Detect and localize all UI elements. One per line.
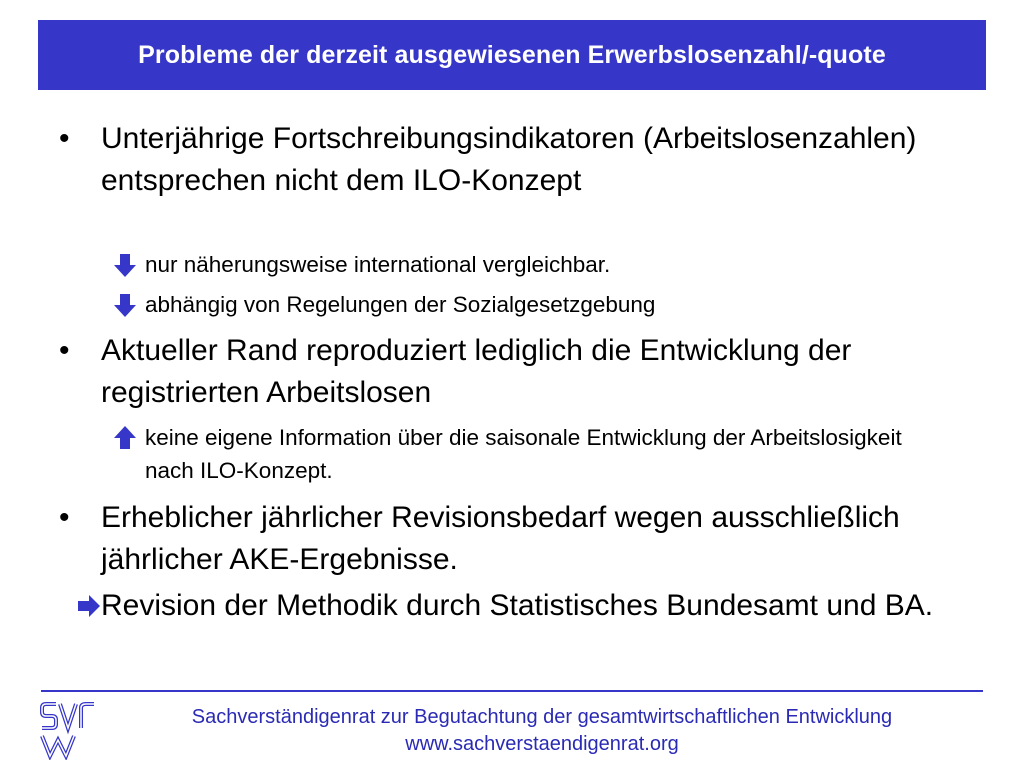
bullet-marker: •: [59, 501, 70, 534]
conclusion-text: Revision der Methodik durch Statistisches Bundesamt und BA.: [101, 589, 934, 622]
slide-title: Probleme der derzeit ausgewiesenen Erwerbslosenzahl/-quote: [138, 40, 886, 69]
bullet-text-3: Erheblicher jährlicher Revisionsbedarf wegen ausschließlich jährlicher AKE-Ergebnisse.: [101, 501, 900, 576]
title-bar: [38, 20, 986, 90]
arrow-down-icon: [111, 251, 139, 279]
arrow-up-icon: [111, 424, 139, 452]
sub-item-1-2: abhängig von Regelungen der Sozialgesetzgebung: [145, 292, 656, 317]
arrow-right-icon: [77, 592, 101, 620]
arrow-down-icon: [111, 291, 139, 319]
svr-logo: [38, 698, 98, 760]
sub-item-1-1: nur näherungsweise international vergleichbar.: [145, 252, 611, 277]
bullet-marker: •: [59, 334, 70, 367]
bullet-text-1: Unterjährige Fortschreibungsindikatoren (Arbeitslosenzahlen) entsprechen nicht dem ILO-Konzept: [101, 122, 917, 197]
footer-divider: [41, 690, 983, 692]
footer-org-name: Sachverständigenrat zur Begutachtung der gesamtwirtschaftlichen Entwicklung: [191, 706, 893, 728]
bullet-text-2: Aktueller Rand reproduziert lediglich die Entwicklung der registrierten Arbeitslosen: [101, 334, 852, 409]
bullet-marker: •: [59, 122, 70, 155]
sub-item-2-1: keine eigene Information über die saisonale Entwicklung der Arbeitslosigkeit nach ILO-Konzept.: [145, 425, 902, 483]
footer-url[interactable]: www.sachverstaendigenrat.org: [405, 733, 679, 755]
